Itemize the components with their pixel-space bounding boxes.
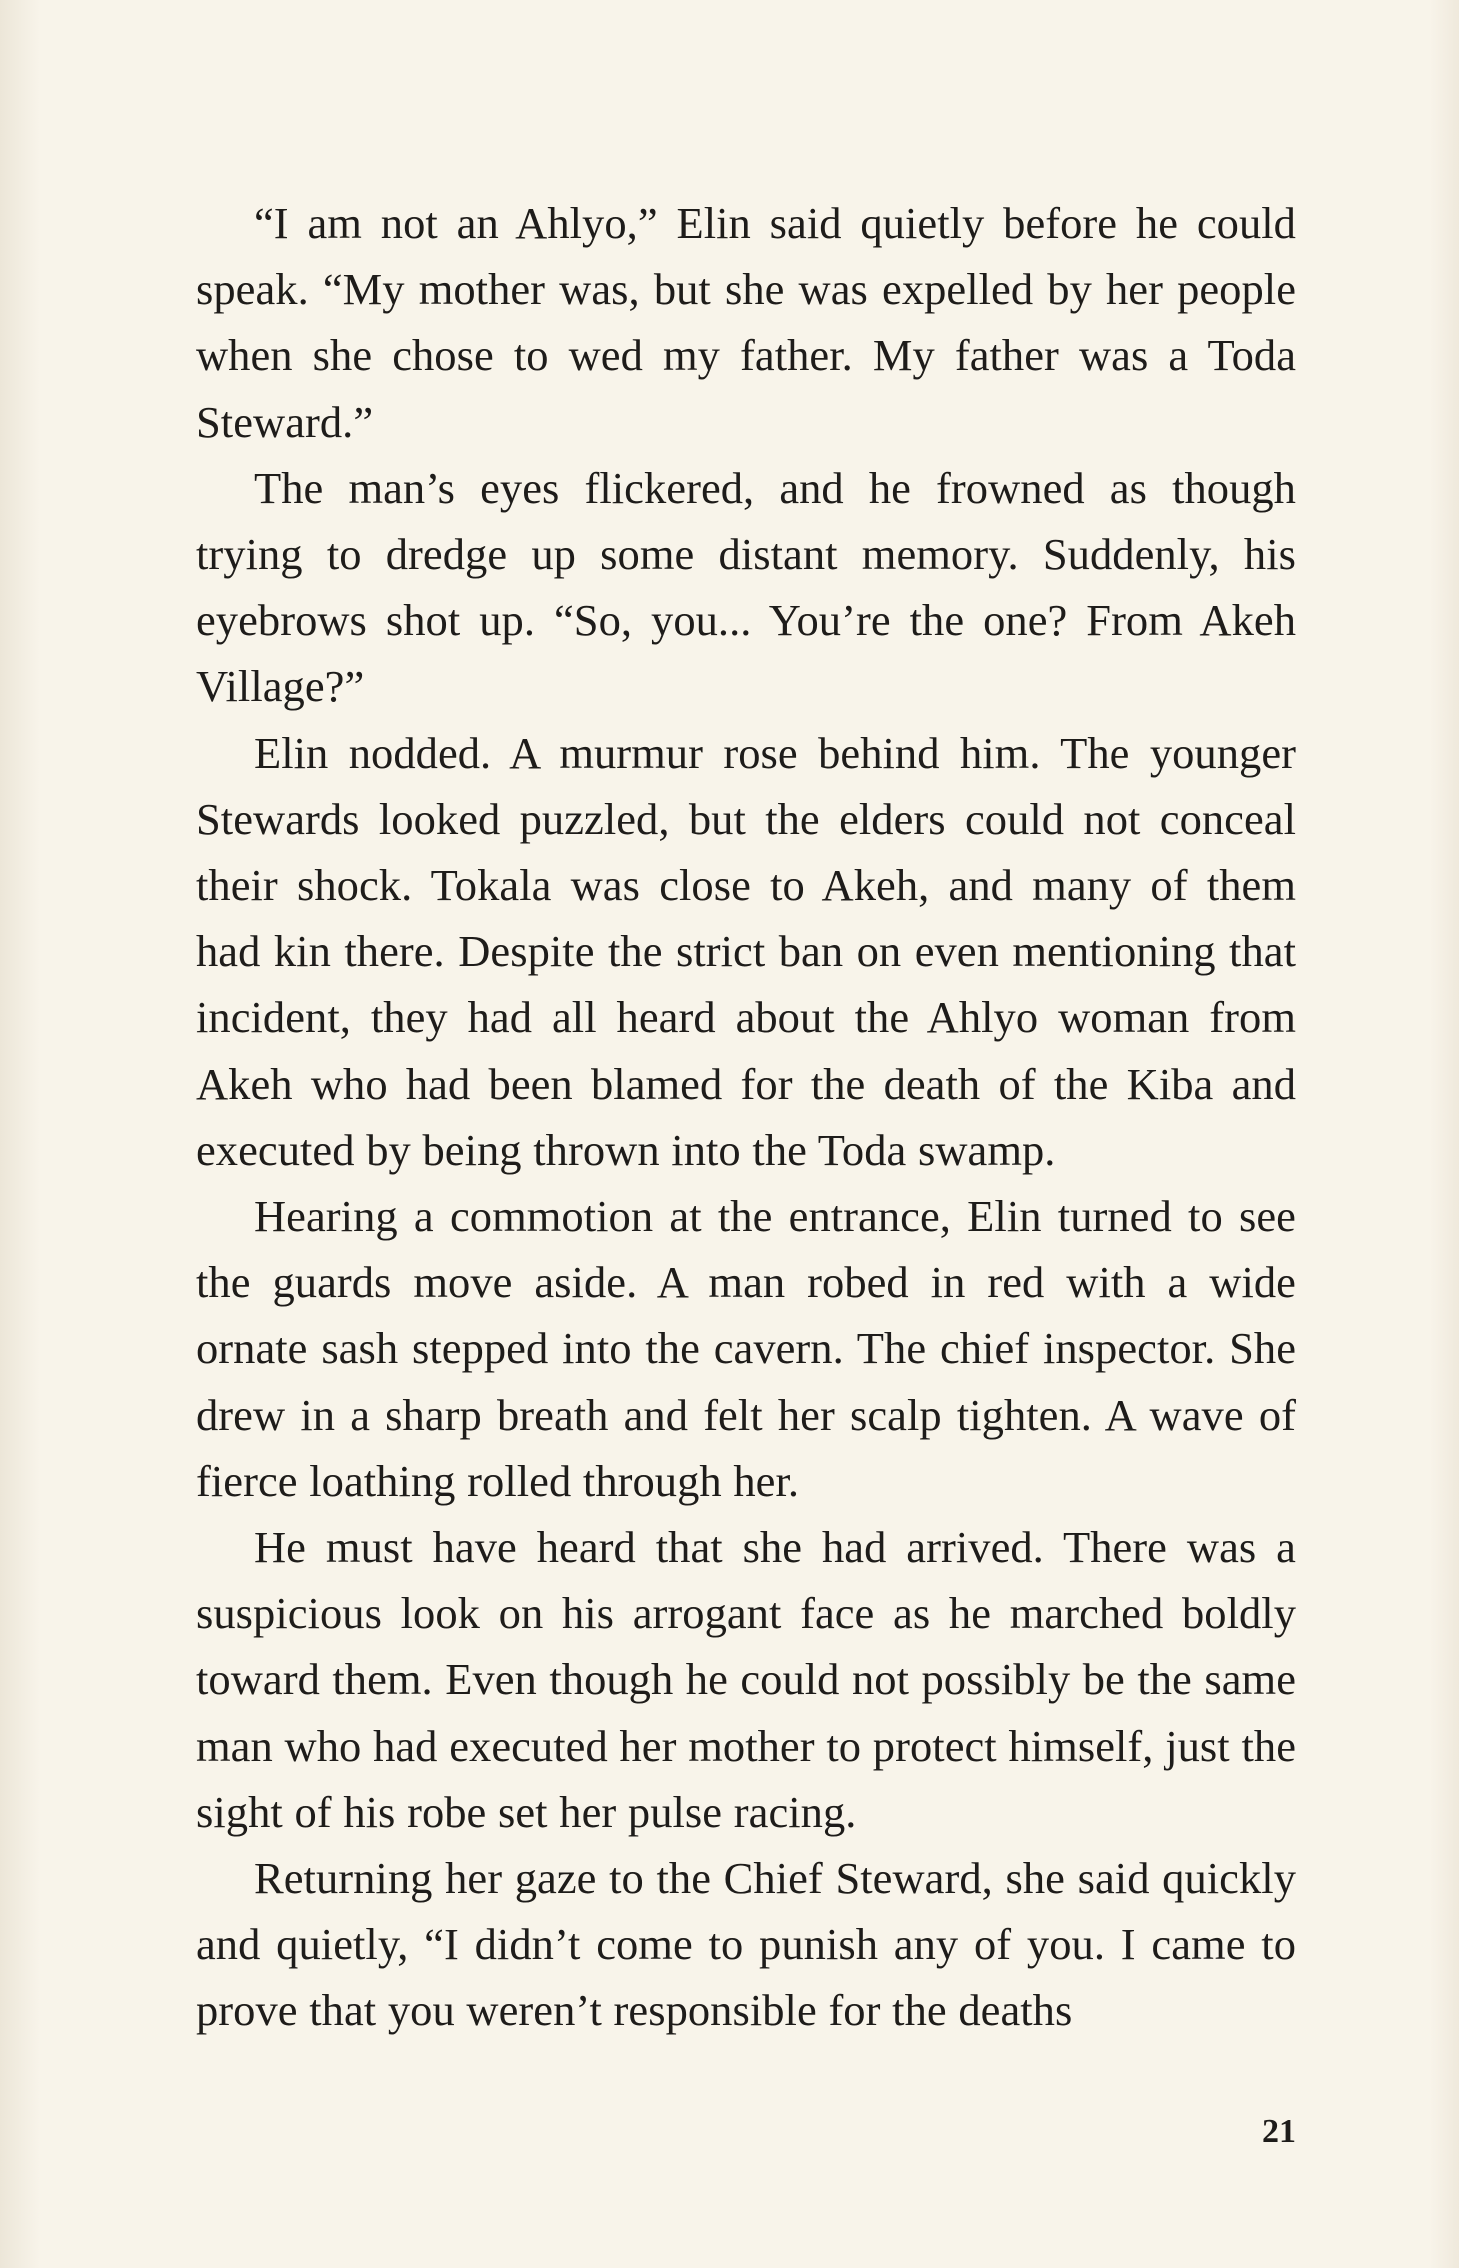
paragraph-1: “I am not an Ahlyo,” Elin said quietly before he could speak. “My mother was, but she was expelled by her people when she chose to wed my father. My father was a Toda Steward.” bbox=[196, 198, 1296, 447]
page-edge-shadow-left bbox=[0, 0, 40, 2268]
page-edge-shadow-right bbox=[1429, 0, 1459, 2268]
paragraph-4: Hearing a commotion at the entrance, Elin turned to see the guards move aside. A man robed in red with a wide ornate sash stepped into the cavern. The chief inspector. She drew in a sharp breath and felt her scalp tighten. A wave of fierce loathing rolled through her. bbox=[196, 1191, 1296, 1506]
page-number: 21 bbox=[1262, 2113, 1296, 2150]
paragraph-6: Returning her gaze to the Chief Steward, she said quickly and quietly, “I didn’t come to punish any of you. I came to prove that you weren’t responsible for the deaths bbox=[196, 1853, 1296, 2036]
body-text bbox=[196, 190, 1296, 2044]
paragraph-2: The man’s eyes flickered, and he frowned as though trying to dredge up some distant memory. Suddenly, his eyebrows shot up. “So, you... You’re the one? From Akeh Village?” bbox=[196, 462, 1296, 712]
paragraph-5: He must have heard that she had arrived. There was a suspicious look on his arrogant face as he marched boldly toward them. Even though he could not possibly be the same man who had executed her mother to protect himself, just the sight of his robe set her pulse racing. bbox=[196, 1522, 1296, 1837]
paragraph-3: Elin nodded. A murmur rose behind him. The younger Stewards looked puzzled, but the elders could not conceal their shock. Tokala was close to Akeh, and many of them had kin there. Despite the strict ban on even mentioning that incident, they had all heard about the Ahlyo woman from Akeh who had been blamed for the death of the Kiba and executed by being thrown into the Toda swamp. bbox=[196, 727, 1296, 1175]
